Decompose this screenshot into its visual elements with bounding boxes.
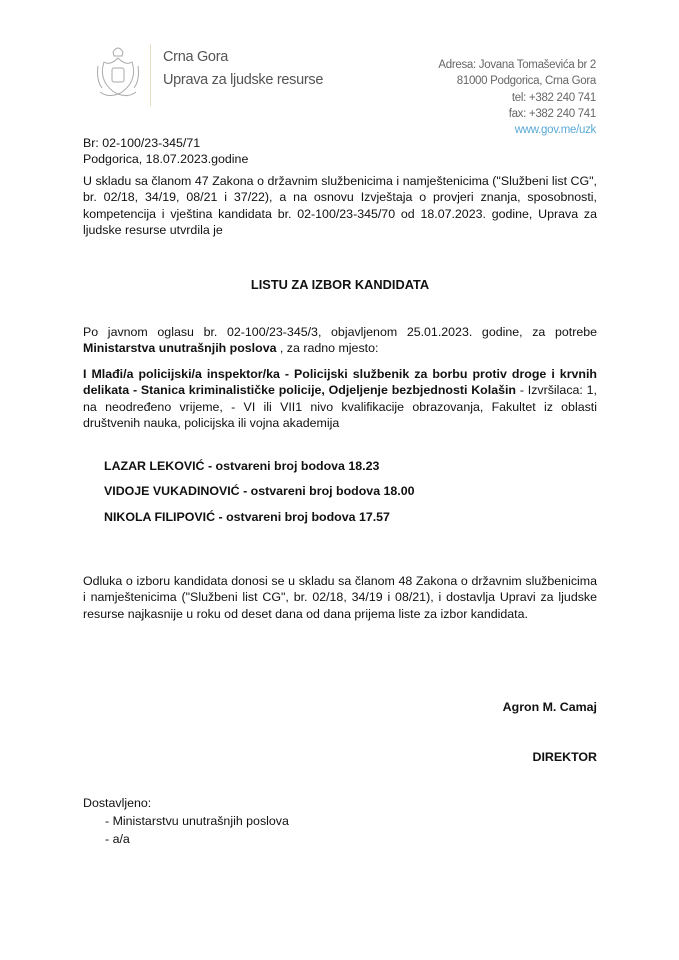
place-date: Podgorica, 18.07.2023.godine: [83, 152, 249, 166]
coat-of-arms-logo: [96, 44, 140, 102]
document-title: LISTU ZA IZBOR KANDIDATA: [250, 277, 430, 292]
org-agency: Uprava za ljudske resurse: [163, 72, 324, 88]
address-line: Adresa: Jovana Tomaševića br 2: [438, 59, 596, 71]
position-title: I Mlađi/a policijski/a inspektor/ka - Policijski službenik za borbu protiv droge i krvnih delikata - Stanica kriminalističke policije, Odjeljenje bezbjednosti Kolašin: [83, 367, 597, 398]
ad-suffix: , za radno mjesto:: [276, 341, 379, 356]
delivered-item: - a/a: [105, 832, 130, 846]
position-paragraph: [83, 366, 597, 432]
phone: tel: +382 240 741: [511, 91, 596, 104]
candidate-item: NIKOLA FILIPOVIĆ - ostvareni broj bodova 17.57: [104, 510, 390, 524]
ad-text: Po javnom oglasu br. 02-100/23-345/3, objavljenom 25.01.2023. godine, za potrebe: [83, 325, 597, 339]
decision-paragraph: Odluka o izboru kandidata donosi se u skladu sa članom 48 Zakona o državnim službenicima i namještenicima ("Službeni list CG", br. 02/18, 34/19 i 08/21), i dostavlja Upravi za ljudske resurse najkasnije u roku od deset dana od dana prijema liste za izbor kandidata.: [83, 574, 597, 621]
ad-paragraph: [83, 324, 597, 357]
candidate-item: VIDOJE VUKADINOVIĆ - ostvareni broj bodova 18.00: [104, 484, 415, 498]
candidate-item: LAZAR LEKOVIĆ - ostvareni broj bodova 18.23: [104, 459, 380, 473]
signatory-name: Agron M. Camaj: [502, 700, 597, 714]
delivered-label: Dostavljeno:: [83, 796, 152, 810]
org-country: Crna Gora: [163, 49, 228, 65]
position-details: - Izvršilaca: 1, na neodređeno vrijeme, - VI ili VII1 nivo kvalifikacije obrazovanja, Fakultet iz oblasti društvenih nauka, policijska ili vojna akademija: [83, 383, 597, 431]
delivered-item: - Ministarstvu unutrašnjih poslova: [105, 814, 289, 828]
contact-block: [438, 57, 596, 138]
website-link[interactable]: www.gov.me/uzk: [514, 124, 596, 137]
organization-name: [163, 46, 323, 92]
address-line: 81000 Podgorica, Crna Gora: [456, 75, 596, 88]
header-divider: [150, 44, 151, 106]
doc-number: Br: 02-100/23-345/71: [83, 136, 201, 150]
intro-paragraph: U skladu sa članom 47 Zakona o državnim službenicima i namještenicima ("Službeni list CG", br. 02/18, 34/19, 08/21 i 37/22), a na osnovu Izvještaja o provjeri znanja, sposobnosti, kompetencija i vještina kandidata br. 02-100/23-345/70 od 18.07.2023. godine, Uprava za ljudske resurse utvrdila je: [83, 174, 597, 238]
fax: fax: +382 240 741: [508, 107, 596, 120]
ministry-name: Ministarstva unutrašnjih poslova: [83, 341, 277, 356]
signatory-title: DIREKTOR: [532, 750, 597, 764]
